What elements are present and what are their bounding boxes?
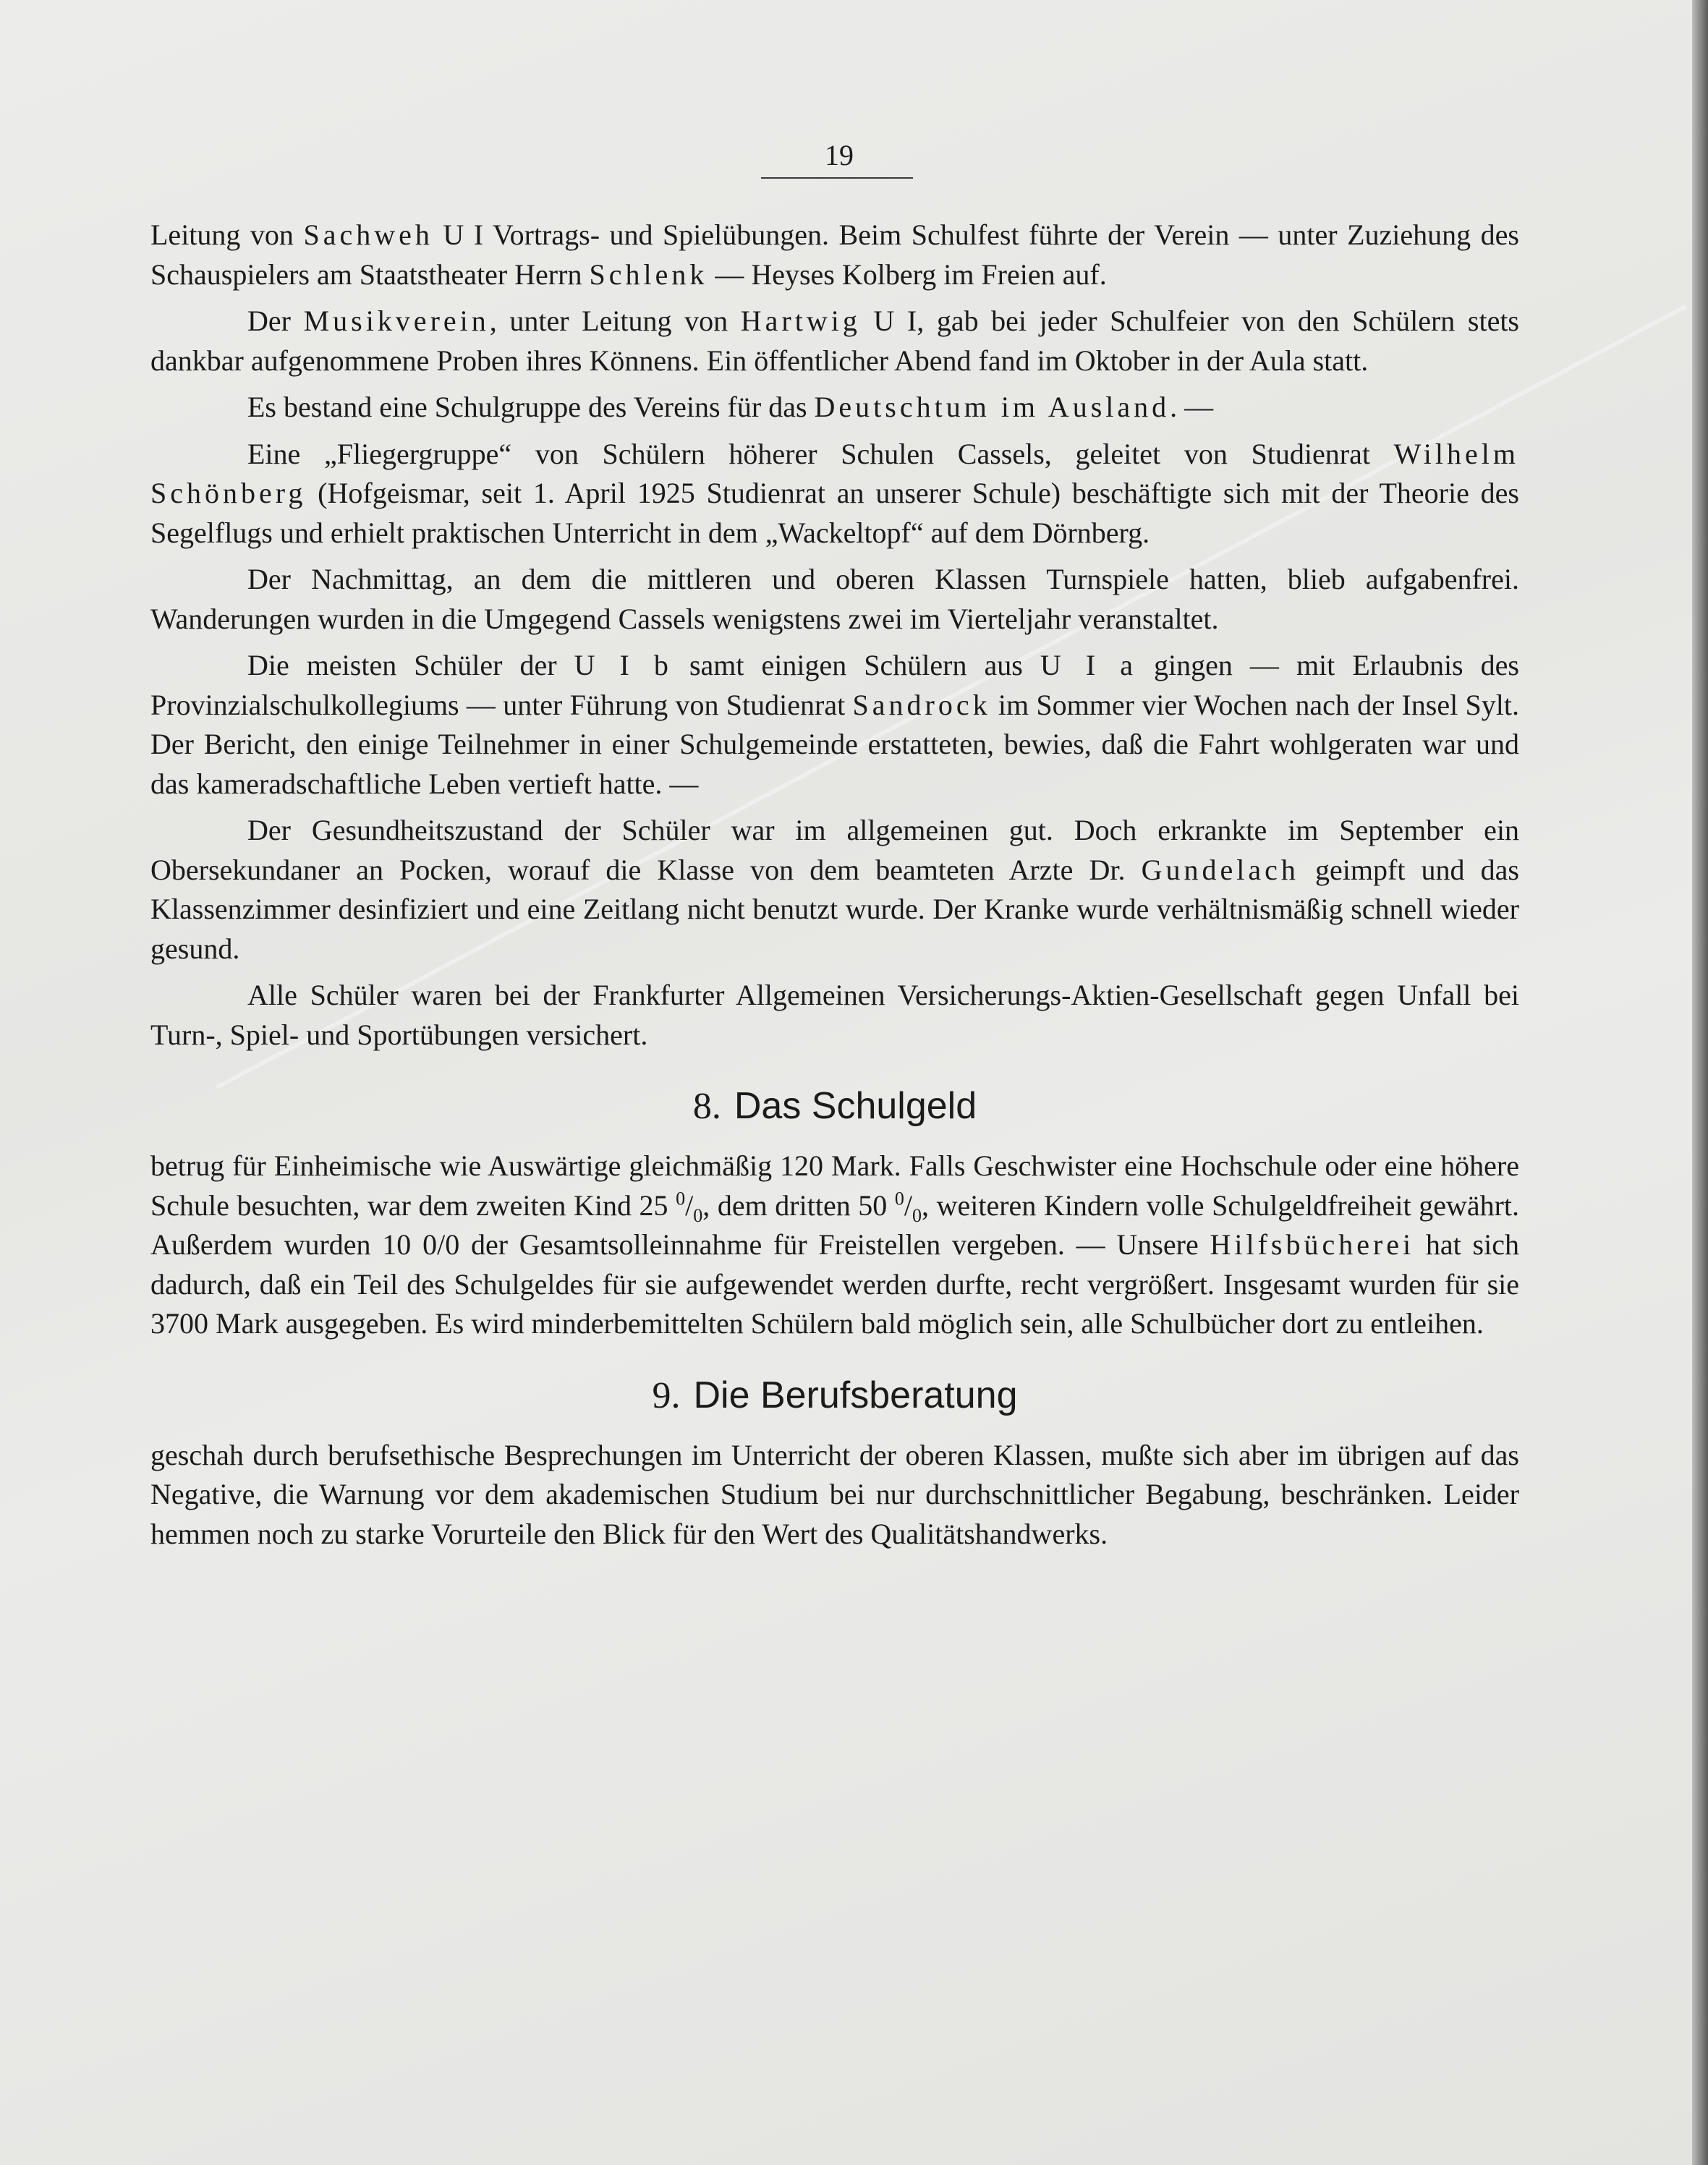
percent-sign: 0/0 [422, 1228, 460, 1261]
paragraph-schulgeld: betrug für Einheimische wie Auswärtige gleichmäßig 120 Mark. Falls Geschwister eine Hochschule oder eine höhere Schule besuchten, war dem zweiten Kind 25 $^0/_0$, dem dritten 50 $^0/_0$, weiteren Kindern volle Schulgeldfreiheit gewährt. Außerdem wurden 10 0/0 der Gesamtsolleinnahme für Freistellen vergeben. — Unsere Hilfsbücherei hat sich dadurch, daß ein Teil des Schulgeldes für sie aufgewendet werden durfte, recht vergrößert. Insgesamt wurden für sie 3700 Mark ausgegeben. Es wird minderbemittelten Schülern bald möglich sein, alle Schulbücher dort zu entleihen. [150, 1149, 1520, 1340]
name-musikverein: Musikverein [303, 305, 490, 337]
document-body [150, 216, 1519, 1561]
paragraph-deutschtum: Es bestand eine Schulgruppe des Vereins für das Deutschtum im Ausland. — [247, 391, 1214, 423]
name-hartwig: Hartwig [740, 305, 861, 337]
name-sachweh: Sachweh [303, 218, 433, 251]
name-hilfsbuecherei: Hilfsbücherei [1210, 1228, 1415, 1261]
paragraph-sachweh: Leitung von Sachweh U I Vortrags- und Spielübungen. Beim Schulfest führte der Verein — unter Zuziehung des Schauspielers am Staatstheater Herrn Schlenk — Heyses Kolberg im Freien auf. [150, 218, 1519, 291]
paragraph-gesundheit: Der Gesundheitszustand der Schüler war im allgemeinen gut. Doch erkrankte im September ein Obersekundaner an Pocken, worauf die Klasse von dem beamteten Arzte Dr. Gundelach geimpft und das Klassenzimmer desinfiziert und eine Zeitlang nicht benutzt wurde. Der Kranke wurde verhältnismäßig schnell wieder gesund. [150, 814, 1519, 965]
name-deutschtum: Deutschtum im Ausland [814, 391, 1170, 423]
paragraph-sylt: Die meisten Schüler der U I b samt einigen Schülern aus U I a gingen — mit Erlaubnis des Provinzialschulkollegiums — unter Führung von Studienrat Sandrock im Sommer vier Wochen nach der Insel Sylt. Der Bericht, den einige Teilnehmer in einer Schulgemeinde erstatteten, bewies, daß die Fahrt wohlgeraten war und das kameradschaftliche Leben vertieft hatte. — [150, 649, 1519, 800]
heading-berufsberatung-title: Die Berufsberatung [693, 1374, 1018, 1416]
page-number-rule [761, 177, 913, 179]
heading-berufsberatung-number: 9. [652, 1374, 681, 1416]
name-schoenberg: Wilhelm Schönberg [150, 437, 1519, 509]
paragraph-musikverein: Der Musikverein, unter Leitung von Hartwig U I, gab bei jeder Schulfeier von den Schülern stets dankbar aufgenommene Proben ihres Könnens. Ein öffentlicher Abend fand im Oktober in der Aula statt. [150, 305, 1519, 377]
heading-schulgeld [150, 1082, 1519, 1131]
name-gundelach: Gundelach [1141, 853, 1299, 886]
class-uia: U I a [1040, 649, 1136, 681]
page-edge-shadow [1692, 0, 1708, 2165]
heading-berufsberatung [150, 1371, 1519, 1420]
paragraph-berufsberatung: geschah durch berufsethische Besprechungen im Unterricht der oberen Klassen, mußte sich aber im übrigen auf das Negative, die Warnung vor dem akademischen Studium bei nur durchschnittlicher Begabung, beschränken. Leider hemmen noch zu starke Vorurteile den Blick für den Wert des Qualitätshandwerks. [150, 1438, 1519, 1550]
heading-schulgeld-number: 8. [692, 1086, 721, 1127]
paragraph-nachmittag: Der Nachmittag, an dem die mittleren und oberen Klassen Turnspiele hatten, blieb aufgabenfrei. Wanderungen wurden in die Umgegend Cassels wenigstens zwei im Vierteljahr veranstaltet. [150, 563, 1519, 635]
name-schlenk: Schlenk [589, 258, 708, 291]
name-sandrock: Sandrock [852, 688, 991, 721]
paragraph-versicherung: Alle Schüler waren bei der Frankfurter Allgemeinen Versicherungs-Aktien-Gesellschaft gegen Unfall bei Turn-, Spiel- und Sportübungen versichert. [150, 979, 1519, 1051]
class-uib: U I b [574, 649, 672, 681]
page-number: 19 [825, 139, 854, 171]
heading-schulgeld-title: Das Schulgeld [734, 1085, 977, 1127]
paragraph-fliegergruppe: Eine „Fliegergruppe“ von Schülern höherer Schulen Cassels, geleitet von Studienrat Wilhelm Schönberg (Hofgeismar, seit 1. April 1925 Studienrat an unserer Schule) beschäftigte sich mit der Theorie des Segelflugs und erhielt praktischen Unterricht in dem „Wackeltopf“ auf dem Dörnberg. [150, 437, 1519, 549]
